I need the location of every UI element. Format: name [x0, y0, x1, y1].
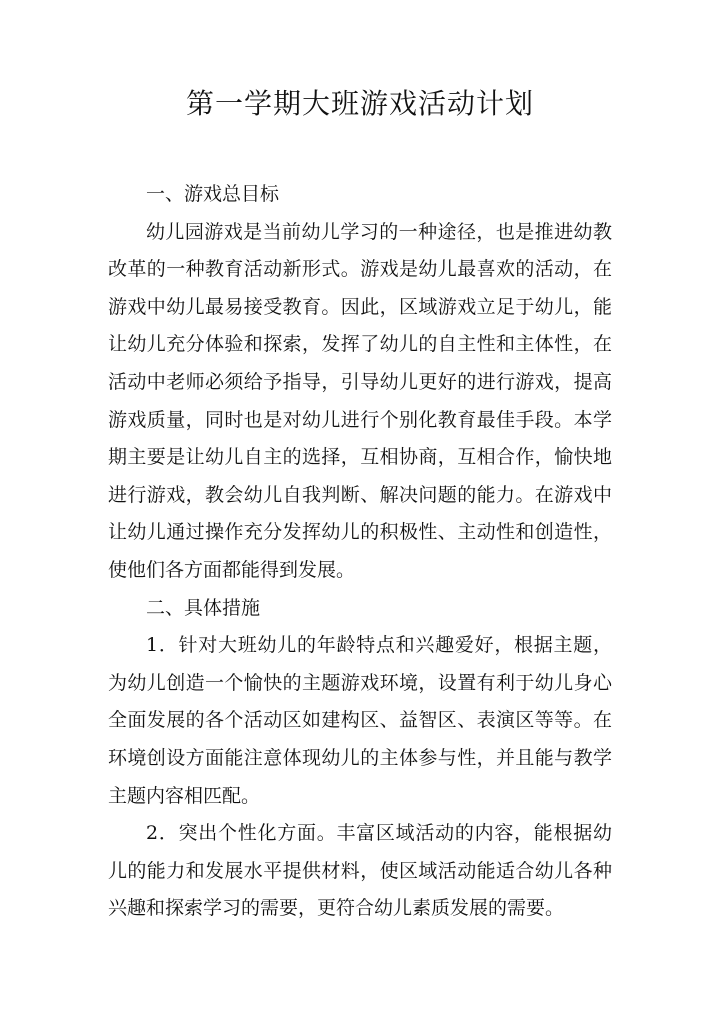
- section-heading-measures: 二、具体措施: [146, 596, 261, 619]
- paragraph-measure-1: 1．针对大班幼儿的年龄特点和兴趣爱好，根据主题，为幼儿创造一个愉快的主题游戏环境，设置有利于幼儿身心全面发展的各个活动区如建构区、益智区、表演区等等。在环境创设方面能注意体现幼儿的主体参与性，并且能与教学主题内容相匹配。: [108, 634, 612, 807]
- document-body: [108, 176, 612, 928]
- section-heading-goals: 一、游戏总目标: [146, 183, 280, 205]
- paragraph-measure-2: 2．突出个性化方面。丰富区域活动的内容，能根据幼儿的能力和发展水平提供材料，使区域活动能适合幼儿各种兴趣和探索学习的需要，更符合幼儿素质发展的需要。: [108, 822, 612, 920]
- paragraph-goals: 幼儿园游戏是当前幼儿学习的一种途径，也是推进幼教改革的一种教育活动新形式。游戏是幼儿最喜欢的活动，在游戏中幼儿最易接受教育。因此，区域游戏立足于幼儿，能让幼儿充分体验和探索，发挥了幼儿的自主性和主体性，在活动中老师必须给予指导，引导幼儿更好的进行游戏，提高游戏质量，同时也是对幼儿进行个别化教育最佳手段。本学期主要是让幼儿自主的选择，互相协商，互相合作，愉快地进行游戏，教会幼儿自我判断、解决问题的能力。在游戏中让幼儿通过操作充分发挥幼儿的积极性、主动性和创造性，使他们各方面都能得到发展。: [108, 220, 612, 581]
- document-title: 第一学期大班游戏活动计划: [185, 87, 534, 120]
